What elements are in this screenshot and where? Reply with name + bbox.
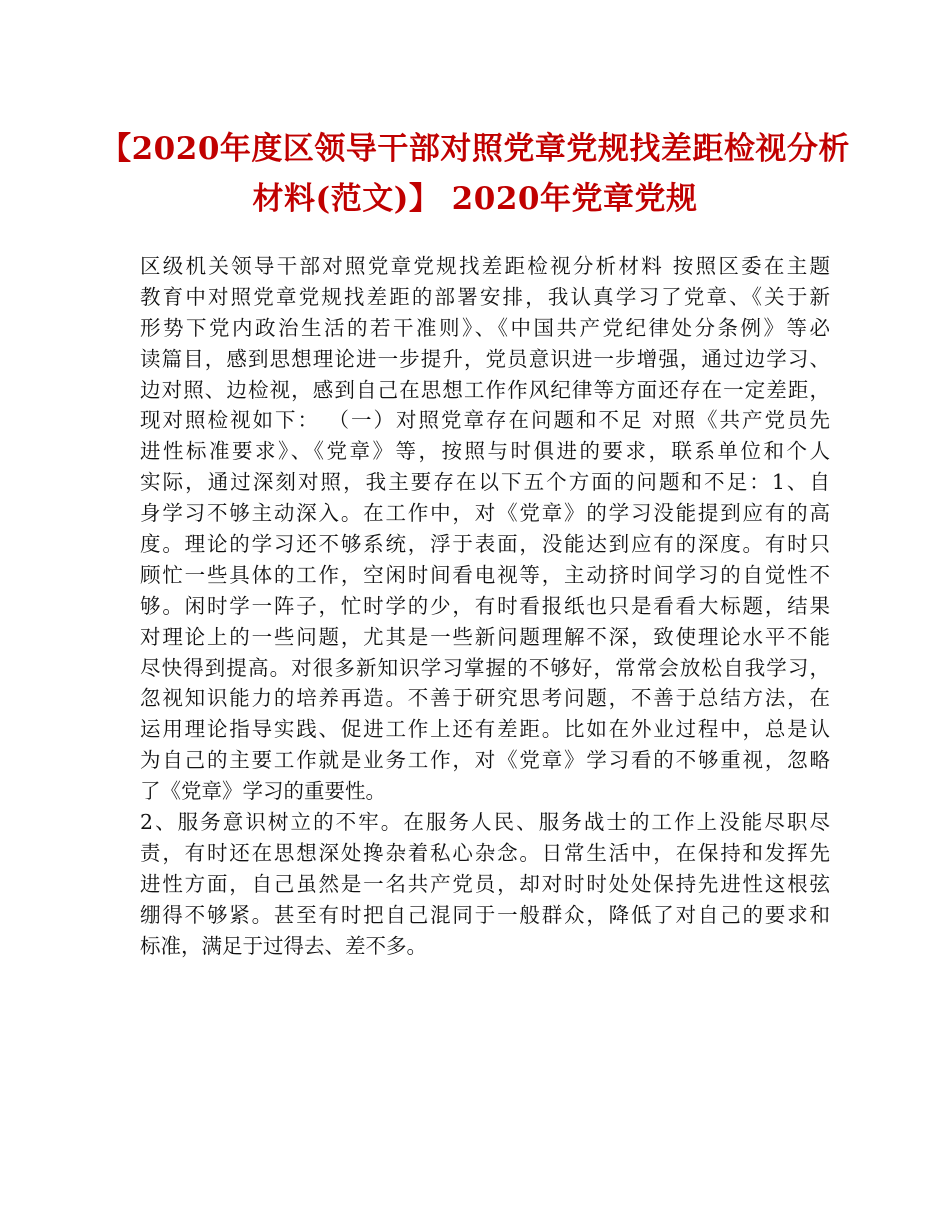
body-line: 够。闲时学一阵子，忙时学的少，有时看报纸也只是看看大标题，结果 [140, 593, 830, 618]
body-line: 对理论上的一些问题，尤其是一些新问题理解不深，致使理论水平不能 [140, 624, 830, 649]
body-line: 为自己的主要工作就是业务工作，对《党章》学习看的不够重视，忽略 [140, 748, 830, 773]
document-title [100, 124, 850, 224]
body-line: 顾忙一些具体的工作，空闲时间看电视等，主动挤时间学习的自觉性不 [140, 562, 830, 587]
body-line: 进性方面，自己虽然是一名共产党员，却对时时处处保持先进性这根弦 [140, 871, 830, 896]
body-line: 读篇目，感到思想理论进一步提升，党员意识进一步增强，通过边学习、 [140, 346, 830, 371]
body-line: 运用理论指导实践、促进工作上还有差距。比如在外业过程中，总是认 [140, 717, 830, 742]
title-line: 【2020年度区领导干部对照党章党规找差距检视分析 [100, 131, 850, 167]
body-line: 标准，满足于过得去、差不多。 [140, 933, 427, 958]
document-body [140, 251, 830, 961]
body-line: 现对照检视如下： （一）对照党章存在问题和不足 对照《共产党员先 [140, 408, 830, 433]
body-line: 尽快得到提高。对很多新知识学习掌握的不够好，常常会放松自我学习， [140, 655, 830, 680]
body-line: 忽视知识能力的培养再造。不善于研究思考问题，不善于总结方法，在 [140, 686, 830, 711]
body-line: 边对照、边检视，感到自己在思想工作作风纪律等方面还存在一定差距， [140, 377, 830, 402]
body-line: 责，有时还在思想深处搀杂着私心杂念。日常生活中，在保持和发挥先 [140, 840, 830, 865]
body-line: 身学习不够主动深入。在工作中，对《党章》的学习没能提到应有的高 [140, 501, 830, 526]
body-line: 绷得不够紧。甚至有时把自己混同于一般群众，降低了对自己的要求和 [140, 902, 830, 927]
body-line: 进性标准要求》、《党章》等，按照与时俱进的要求，联系单位和个人 [140, 439, 830, 464]
body-line: 区级机关领导干部对照党章党规找差距检视分析材料 按照区委在主题 [140, 254, 830, 278]
body-line: 了《党章》学习的重要性。 [140, 779, 386, 804]
body-line: 2、服务意识树立的不牢。在服务人民、服务战士的工作上没能尽职尽 [140, 810, 830, 835]
title-line: 材料(范文)】 2020年党章党规 [252, 181, 698, 217]
body-line: 实际，通过深刻对照，我主要存在以下五个方面的问题和不足：1、自 [140, 470, 830, 495]
body-line: 度。理论的学习还不够系统，浮于表面，没能达到应有的深度。有时只 [140, 532, 830, 557]
body-line: 教育中对照党章党规找差距的部署安排，我认真学习了党章、《关于新 [140, 284, 830, 309]
body-line: 形势下党内政治生活的若干准则》、《中国共产党纪律处分条例》等必 [140, 315, 830, 340]
